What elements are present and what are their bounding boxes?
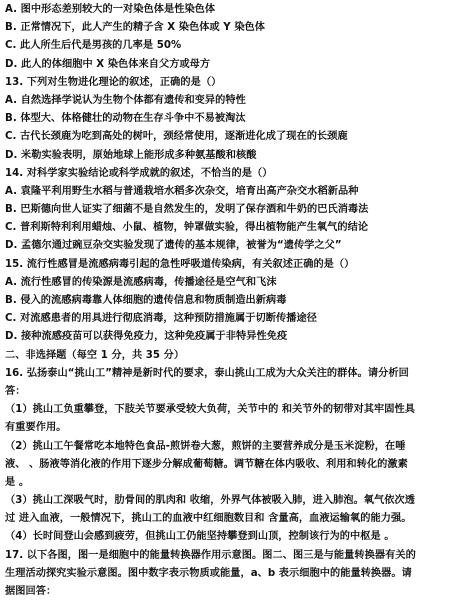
option-a-line: A. 自然选择学说认为生物个体都有遗传和变异的特性 xyxy=(5,94,246,106)
option-b-line: B. 体型大、体格健壮的动物在生存斗争中不易被淘汰 xyxy=(5,113,246,125)
option-d-line: D. 孟德尔通过豌豆杂交实验发现了遗传的基本规律，被誉为“遗传学之父” xyxy=(5,240,342,252)
question-15-stem: 15. 流行性感冒是流感病毒引起的急性呼吸道传染病，有关叙述正确的是（） xyxy=(5,258,355,270)
option-c-line: C. 此人所生后代是男孩的几率是 50% xyxy=(5,40,182,52)
sub-question-3: （3）挑山工深吸气时，肋骨间的肌肉和 收缩，外界气体被吸入肺，进入肺泡。氧气依次透 xyxy=(5,495,415,507)
question-13-stem: 13. 下列对生物进化理论的叙述，正确的是（） xyxy=(5,76,222,88)
sub-question-2-cont: 液、 、肠液等消化液的作用下逐步分解成葡萄糖。调节糖在体内吸收、利用和转化的激素 xyxy=(5,458,408,470)
option-b-line: B. 巴斯德向世人证实了细菌不是自然发生的，发明了保存酒和牛奶的巴氏消毒法 xyxy=(5,204,369,216)
option-a-line: A. 图中形态差别较大的一对染色体是性染色体 xyxy=(5,4,216,15)
sub-question-1: （1）挑山工负重攀登，下肢关节要承受较大负荷，关节中的 和关节外的韧带对其牢固性具 xyxy=(5,404,415,416)
sub-question-2: （2）挑山工午餐常吃本地特色食品-煎饼卷大葱，煎饼的主要营养成分是玉米淀粉，在唾 xyxy=(5,440,406,452)
option-c-line: C. 普利斯特利利用蜡烛、小鼠、植物，钟罩做实验，得出植物能产生氧气的结论 xyxy=(5,222,369,234)
section-heading: 二、非选择题（每空 1 分，共 35 分） xyxy=(5,349,185,361)
question-17-stem-end: 据图回答： xyxy=(5,586,57,597)
sub-question-1-cont: 有重要作用。 xyxy=(5,422,67,434)
sub-question-4: （4）长时间登山会感到疲劳，但挑山工仍能坚持攀登到山顶，控制该行为的中枢是 。 xyxy=(5,531,395,543)
sub-question-2-end: 是 。 xyxy=(5,476,30,488)
option-b-line: B. 侵入的流感病毒靠人体细胞的遗传信息和物质制造出新病毒 xyxy=(5,295,287,306)
question-16-stem: 16. 弘扬泰山“挑山工”精神是新时代的要求，泰山挑山工成为大众关注的群体。请分析回 xyxy=(5,367,409,379)
option-a-line: A. 流行性感冒的传染源是流感病毒，传播途径是空气和飞沫 xyxy=(5,276,277,288)
option-c-line: C. 对流感患者的用具进行彻底消毒，这种预防措施属于切断传播途径 xyxy=(5,313,317,325)
option-b-line: B. 正常情况下，此人产生的精子含 X 染色体或 Y 染色体 xyxy=(5,22,266,34)
option-d-line: D. 接种流感疫苗可以获得免疫力，这种免疫属于非特异性免疫 xyxy=(5,331,288,343)
question-16-stem-cont: 答： xyxy=(5,385,26,397)
option-c-line: C. 古代长颈鹿为吃到高处的树叶，颈经常使用，逐渐进化成了现在的长颈鹿 xyxy=(5,131,348,143)
question-17-stem: 17. 以下各图，图一是细胞中的能量转换器作用示意图。图二、图三是与能量转换器有关的 xyxy=(5,549,416,561)
question-14-stem: 14. 对科学家实验结论或科学成就的叙述，不恰当的是（） xyxy=(5,167,273,179)
question-17-stem-cont: 生理活动探究实验示意图。图中数字表示物质或能量，a、b 表示细胞中的能量转换器。请 xyxy=(5,567,412,579)
option-a-line: A. 袁隆平利用野生水稻与普通栽培水稻多次杂交，培育出高产杂交水稻新品种 xyxy=(5,185,359,197)
option-d-line: D. 此人的体细胞中 X 染色体来自父方或母方 xyxy=(5,58,211,70)
sub-question-3-cont: 过 进入血液，一般情况下，挑山工的血液中红细胞数目和 含量高，血液运输氧的能力强。 xyxy=(5,513,412,525)
option-d-line: D. 米勒实验表明，原始地球上能形成多种氨基酸和核酸 xyxy=(5,149,257,161)
